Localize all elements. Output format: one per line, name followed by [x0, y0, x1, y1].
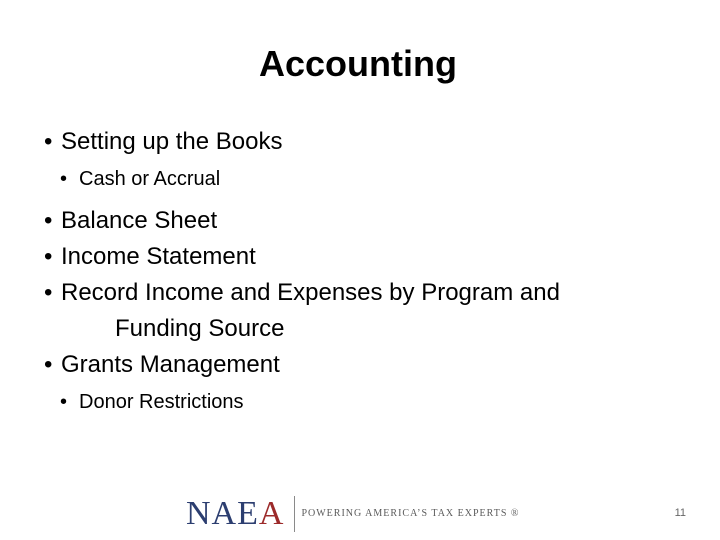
bullet-item [44, 124, 684, 160]
logo-wordmark-part: NAE [186, 495, 259, 532]
bullet-text: Setting up the Books [61, 128, 283, 155]
bullet-marker: • [44, 351, 53, 378]
bullet-text: Income Statement [61, 243, 256, 270]
bullet-marker: • [44, 207, 53, 234]
logo-divider [294, 496, 295, 532]
bullet-text: Balance Sheet [61, 207, 218, 234]
bullet-text: Donor Restrictions [79, 391, 244, 413]
page-number: 11 [674, 507, 686, 519]
bullet-marker: • [60, 391, 68, 413]
bullet-item [44, 239, 684, 275]
bullet-text: Grants Management [61, 351, 280, 378]
bullet-marker: • [60, 168, 68, 190]
bullet-marker: • [44, 128, 53, 155]
logo-wordmark-accent: A [258, 495, 285, 532]
bullet-text: Cash or Accrual [79, 168, 221, 190]
bullet-marker: • [44, 279, 53, 306]
bullet-list [44, 124, 684, 418]
bullet-text-continuation: Funding Source [115, 315, 285, 342]
sub-bullet-item [44, 163, 684, 195]
logo-wordmark [186, 494, 284, 534]
sub-bullet-item [44, 386, 684, 418]
bullet-text: Record Income and Expenses by Program and [61, 279, 560, 306]
bullet-item [44, 275, 684, 347]
naea-logo [186, 494, 519, 534]
bullet-marker: • [44, 243, 53, 270]
bullet-item [44, 203, 684, 239]
logo-tagline: POWERING AMERICA’S TAX EXPERTS ® [301, 508, 520, 519]
slide-title: Accounting [259, 43, 457, 84]
bullet-item [44, 347, 684, 383]
